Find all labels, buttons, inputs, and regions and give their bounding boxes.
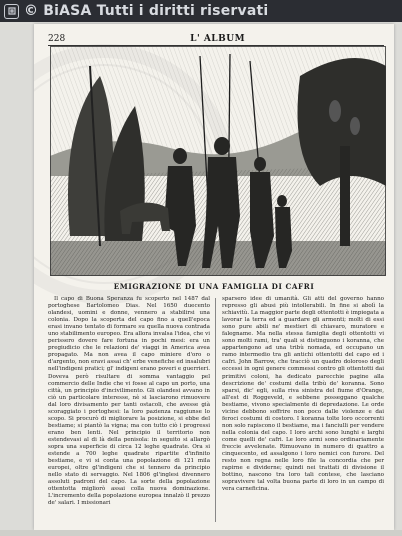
running-title: L' ALBUM — [190, 34, 246, 44]
column-divider — [215, 298, 216, 522]
left-column — [48, 296, 210, 528]
figure-caption: EMIGRAZIONE DI UNA FAMIGLIA DI CAFRI — [113, 282, 315, 291]
article-body — [48, 296, 384, 528]
archive-toolbar — [0, 0, 402, 22]
scanned-page[interactable] — [34, 24, 394, 530]
viewer-bottom-strip — [0, 530, 402, 536]
left-column-text: Il capo di Buona Speranza fu scoperto nel 1487 dal portoghese Bartolomeo Dias. Nel 1650 duecento olandesi, uomini e donne, vennero a stabilirsi una colonia. Dopo la scoperta del capo fino a quell'epoca erasi invano tentato di formare su quella nuova contrada uno stabilimento europeo. Era allora invalsa l'idea, che vi perissero dovere fare fortuna in pochi mesi: era un pregiudicio che le relazioni de' viaggi in America avea propagato. Ma non avea il capo miniere d'oro o d'argento, non eravi assai ch' erbe venefiche ed insalubri nell'indigeni pratici; gl' indigeni erano poveri e guerrieri. Doveva però risultare di somma vantaggio pel commercio delle Indie che vi fosse al capo un porto, una città, un principio d'incivilimento. Gli olandesi avvano in ciò un particolare interesse, nè si lasciarono rimuovere dal loro divisamento per tanti ostacoli, che avesse già scoraggiato i portoghesi: la loro pazienza raggiunse lo scopo. Si procurò di migliorare la posizione, si ebbe del bestiame; si piantò la vigna; ma con tutto ciò i progressi erano ben lenti. Nel principio il territorio non estendevasi al di là della penisola: in seguito si allargò sopra una superficie di circa 12 leghe quadrate. Ora si estende a 700 leghe quadrate ripartite d'infinito bestiame, e vi si conta una popolazione di 121 mila europei, oltre gl'indigeni che si tennero da principio nello stato di servaggio. Nel 1806 gl'inglesi divennero assoluti padroni del capo. La sorte della popolazione ottentotta migliorò assai colla nuova dominazione. L'incremento della popolazione europea innalzò il prezzo de' salari. I missionari — [48, 296, 210, 507]
right-column — [222, 296, 384, 528]
copyright-banner: © BiASA Tutti i diritti riservati — [24, 3, 269, 19]
right-column-text: sparsero idee di umanità. Gli atti del governo hanno represso gli abusi più intollerabili. In fine si abolì la schiavitù. La maggior parte degli ottentotti è impiegata a lavorar la terra ed a guardare gli armenti; molti di essi sono pure abili ne' mestieri di chiavaro, muratore e falegname. Ma nella stessa famiglia degli ottentotti vi sono molti rami, tra' quali si distinguono i koranna, che appartengono ad una tribù nomada, ed occupano un ramo intermedio tra gli antichi ottentotti del capo ed i cafri. John Barrow, che tracciò un quadro doloroso degli eccessi in ogni genere commessi contro gli ottentotti dai primitivi coloni, ha dedicato parecchie pagine alla descrizione de' costumi della tribù de' koranna. Sono sparsi, dic' egli, sulla riva sinistra del fiume d'Orange, all'est di Roggeveld, e sebbene posseggano qualche bestiame, vivono specialmente di depredazione. Le orde vicine debbono soffrire non poco dalle violenze e dai feroci costumi di costoro. I koranna tolte loro occorrenti non solo rapiscono il bestiame, ma i fanciulli per vendere nella colonia del capo. I loro archi sono lunghi e larghi come quelli de' cafri. Le loro armi sono ordinariamente freccie avvelenate. Rimuovano in numero di quattro a cinquecento, ed assalgono i loro nemici con furore. Del resto non regna nelle loro file la concordia che per rapirne e dividerne; quindi nei trattati di divisione il bottino, nascono tra loro tali contese, che lasciano sopravivere tal volta buona parte di loro in un campo di vera carneficina. — [222, 296, 384, 493]
biasa-logo-icon — [4, 4, 19, 19]
page-number: 228 — [48, 34, 66, 44]
engraving-illustration — [50, 36, 386, 276]
